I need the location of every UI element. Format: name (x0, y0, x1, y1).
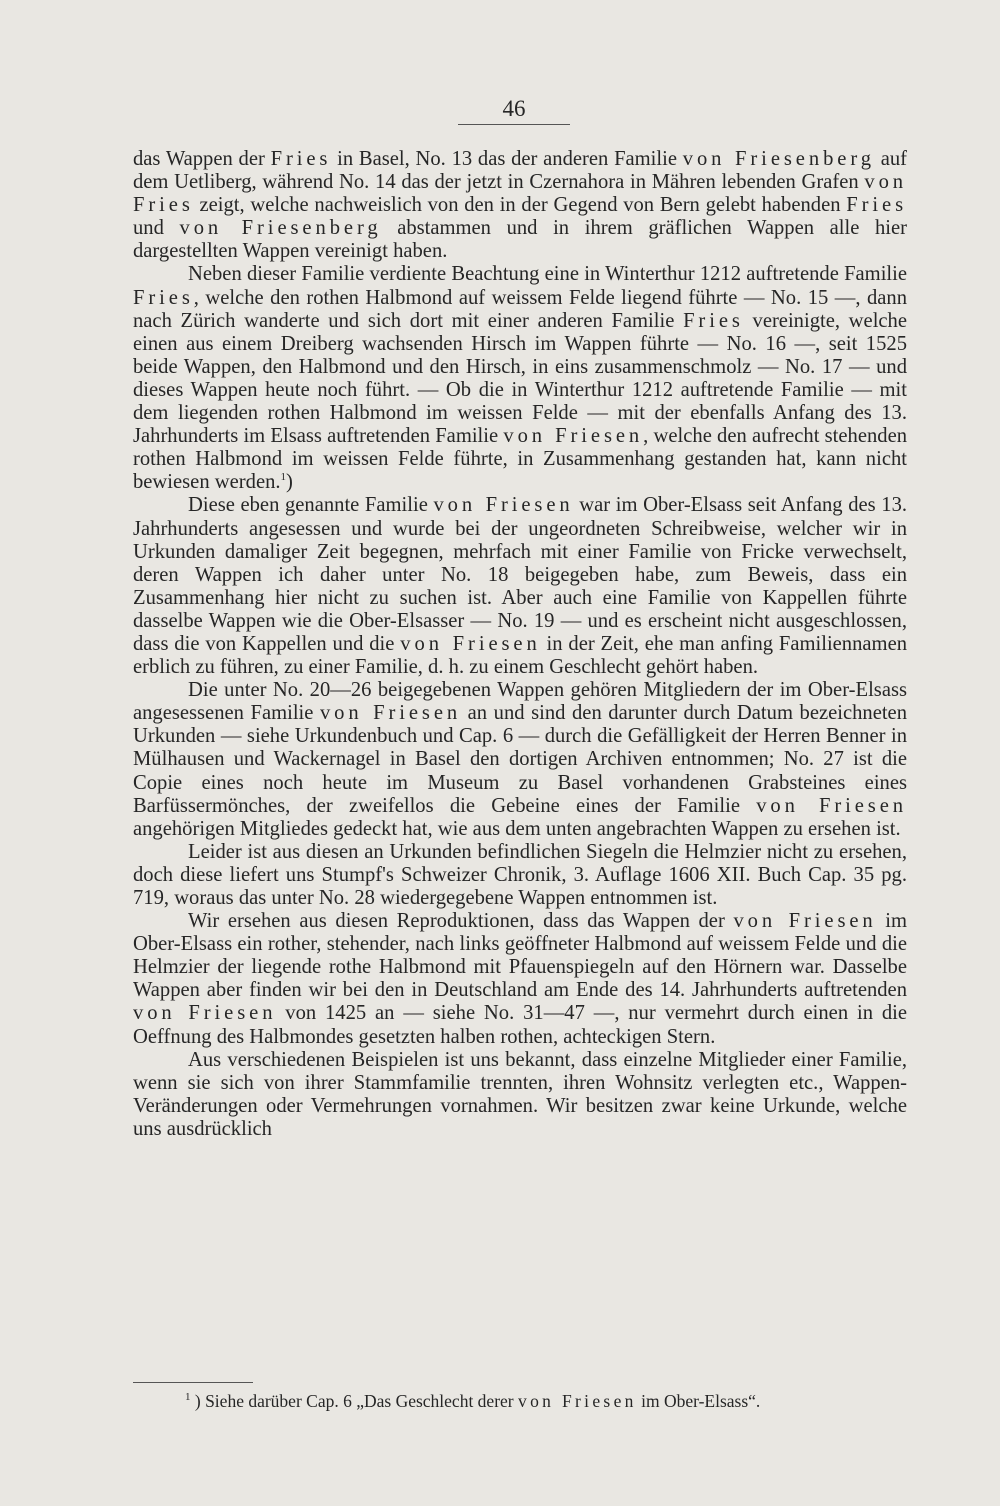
footnote-rule (133, 1382, 253, 1383)
text-run: Leider ist aus diesen an Urkunden befindlichen Siegeln die Helmzier nicht zu ersehen, doch diese liefert uns Stumpf's Schweizer Chronik, 3. Auflage 1606 XII. Buch Cap. 35 pg. 719, woraus das unter No. 28 wiedergegebene Wappen entnommen ist. (133, 840, 907, 909)
spaced-name: von Friesenberg (682, 148, 875, 170)
spaced-name: von Friesen (133, 1002, 277, 1025)
footnote (185, 1390, 915, 1412)
text-run: in der Zeit, ehe man anfing Familiennamen erblich zu führen, zu einer Familie, d. h. zu einem Geschlecht gehört haben. (133, 632, 908, 679)
spaced-name: von Friesen (319, 702, 462, 725)
text-run: , welche den rothen Halbmond auf weissem Felde liegend führte — No. 15 —, dann nach Zürich wanderte und sich dort mit einer anderen Familie (133, 286, 907, 332)
spaced-name: Fries (846, 194, 907, 217)
spaced-name: von Friesen (503, 425, 644, 448)
spaced-name: Fries (133, 286, 194, 309)
paragraph (133, 1049, 907, 1141)
paragraph (133, 494, 907, 679)
footnote-marker: 1 (185, 1391, 191, 1404)
text-run: Diese eben genannte Familie (188, 494, 434, 517)
text-run: ) (286, 471, 293, 494)
paragraph (133, 910, 907, 1049)
text-run: und (133, 217, 180, 240)
spaced-name: von Friesen (733, 910, 877, 933)
paragraph (133, 148, 907, 263)
spaced-name: von Fries (133, 171, 907, 217)
spaced-name: von Friesen (756, 794, 907, 817)
paragraph (133, 841, 907, 910)
spaced-name: von Friesen (433, 494, 574, 517)
page-number: 46 (502, 96, 526, 121)
text-run: an und sind den darunter durch Datum bezeichneten Urkunden — siehe Urkundenbuch und Cap. 6 — durch die Gefälligkeit der Herren Benner in Mülhausen und Wackernagel in Basel den dortigen Archiven entnommen; No. 27 ist die Copie eines noch heute im Museum zu Basel vorhandenen Grabsteines eines Barfüssermönches, der zweifellos die Gebeine eines der Familie (133, 702, 907, 817)
text-run: Aus verschiedenen Beispielen ist uns bekannt, dass einzelne Mitglieder einer Familie, wenn sie sich von ihrer Stammfamilie trennten, ihren Wohnsitz verlegten etc., Wappen-Veränderungen oder Vermehrungen vornahmen. Wir besitzen zwar keine Urkunde, welche uns ausdrücklich (133, 1048, 907, 1140)
text-run: angehörigen Mitgliedes gedeckt hat, wie aus dem unten angebrachten Wappen zu ersehen ist. (133, 817, 901, 840)
text-run: Die unter No. 20—26 beigegebenen Wappen gehören Mitgliedern der im Ober-Elsass angesessenen Familie (133, 679, 907, 725)
text-run: von 1425 an — siehe No. 31—47 —, nur vermehrt durch einen in die Oeffnung des Halbmondes gesetzten halben rothen, achteckigen Stern. (133, 1002, 907, 1048)
text-run: zeigt, welche nachweislich von den in der Gegend von Bern gelebt habenden (193, 194, 847, 217)
text-run: im Ober-Elsass ein rother, stehender, nach links geöffneter Halbmond auf weissem Felde und die Helmzier der liegende rothe Halbmond mit Pfauenspiegeln auf den Hörnern war. Dasselbe Wappen aber finden wir bei den in Deutschland am Ende des 14. Jahrhunderts auftretenden (133, 910, 908, 1002)
spaced-name: Fries (270, 148, 332, 170)
spaced-name: von Friesenberg (179, 217, 382, 240)
spaced-name: von Friesen (518, 1391, 637, 1411)
text-run: vereinigte, welche einen aus einem Dreiberg wachsenden Hirsch im Wappen führte — No. 16 —, seit 1525 beide Wappen, den Halbmond und den Hirsch, in eins zusammenschmolz — No. 17 — und dieses Wappen heute noch führt. — Ob die in Winterthur 1212 auftretende Familie — mit dem liegenden rothen Halbmond im weissen Felde — mit der ebenfalls Anfang des 13. Jahrhunderts im Elsass auftretenden Familie (133, 309, 907, 448)
paragraph (133, 263, 907, 494)
text-run: war im Ober-Elsass seit Anfang des 13. Jahrhunderts angesessen und wurde bei der ungeordneten Schreibweise, welcher wir in Urkunden damaliger Zeit begegnen, mehrfach mit einer Familie von Fricke verwechselt, deren Wappen ich daher unter No. 18 beigegeben habe, zum Beweis, dass ein Zusammenhang hier nicht zu suchen ist. Aber auch eine Familie von Kappellen führte dasselbe Wappen wie die Ober-Elsasser — No. 19 — und es erscheint nicht ausgeschlossen, dass die von Kappellen und die (133, 494, 908, 655)
text-run: auf dem Uetliberg, während No. 14 das der jetzt in Czernahora in Mähren lebenden Grafen (133, 148, 907, 194)
paragraph (133, 679, 907, 841)
text-run: , welche den aufrecht stehenden rothen Halbmond im weissen Felde führte, in Zusammenhang gestanden hat, kann nicht bewiesen werden. (133, 425, 908, 494)
spaced-name: Fries (683, 309, 744, 332)
text-run: im Ober-Elsass“. (636, 1391, 761, 1411)
spaced-name: von Friesen (400, 632, 541, 655)
text-run: ) Siehe darüber Cap. 6 „Das Geschlecht derer (194, 1391, 519, 1411)
text-run: abstammen und in ihrem gräflichen Wappen alle hier dargestellten Wappen vereinigt haben. (133, 217, 907, 263)
text-run: Neben dieser Familie verdiente Beachtung eine in Winterthur 1212 auftretende Familie (188, 263, 907, 286)
page-number-rule (458, 124, 570, 125)
text-run: das Wappen der (133, 148, 271, 170)
text-run: in Basel, No. 13 das der anderen Familie (331, 148, 683, 170)
body-text (133, 148, 907, 1141)
footnote-reference: 1 (280, 471, 287, 484)
text-run: Wir ersehen aus diesen Reproduktionen, dass das Wappen der (188, 910, 734, 933)
